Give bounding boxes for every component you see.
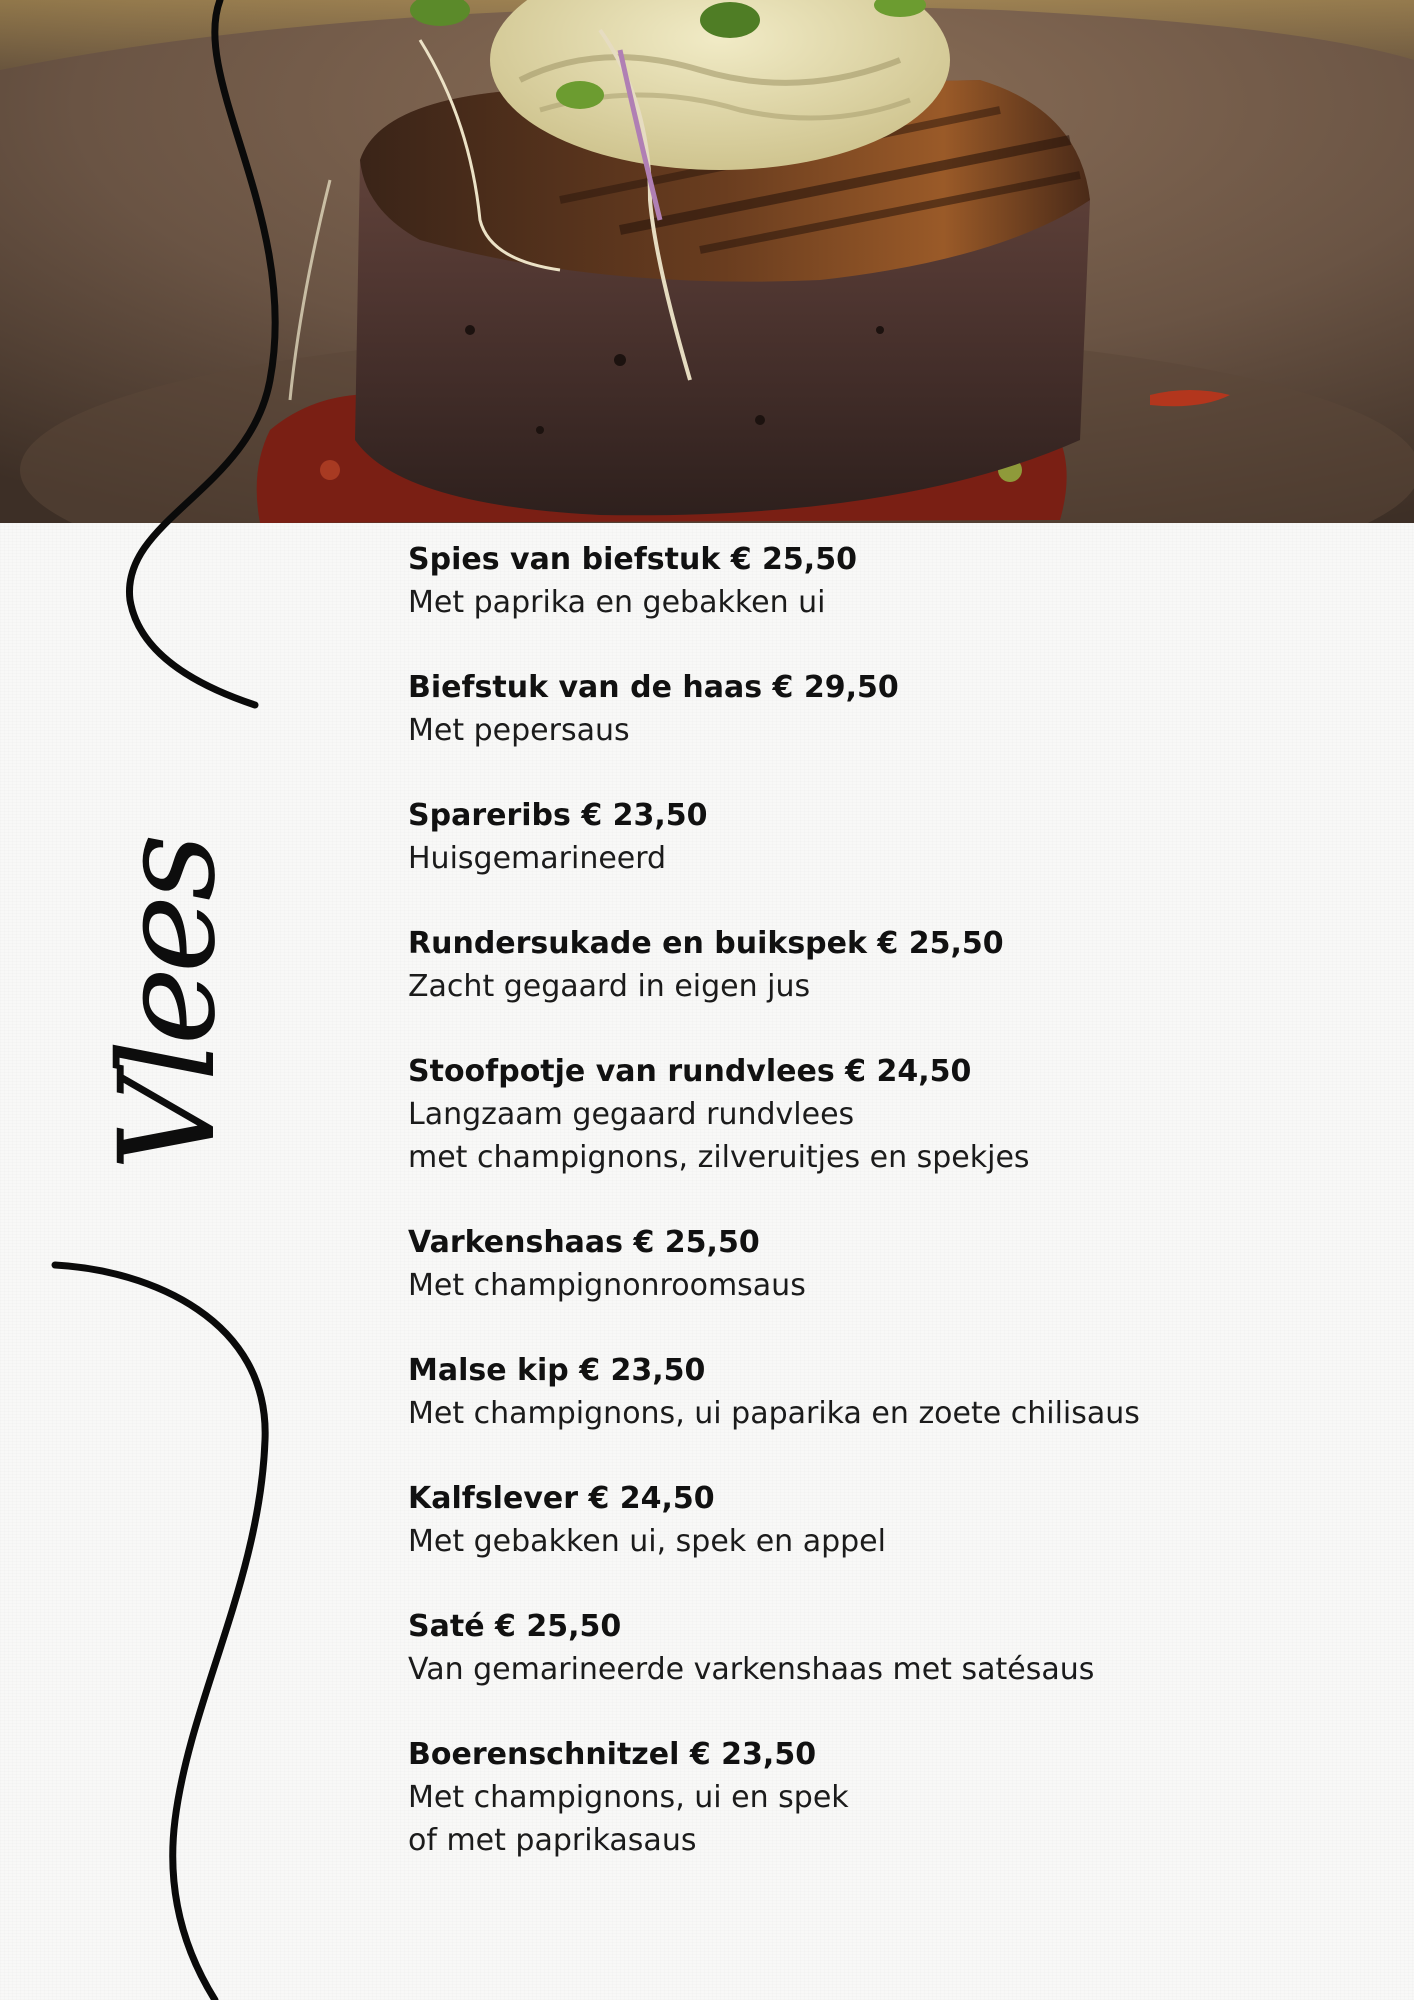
dish-price: € 23,50 [581,798,708,833]
dish-price: € 25,50 [730,542,857,577]
dish-name: Saté [408,1609,485,1644]
menu-item-heading [408,1477,1368,1520]
dish-description: Met champignons, ui paparika en zoete chilisaus [408,1396,1140,1431]
dish-name: Rundersukade en buikspek [408,926,867,961]
dish-name: Kalfslever [408,1481,579,1516]
menu-item-heading [408,1605,1368,1648]
dish-price: € 24,50 [845,1054,972,1089]
steak-photo [0,0,1414,523]
dish-description: Met champignons, ui en spek [408,1780,849,1815]
dish-description: Met pepersaus [408,713,630,748]
dish-description: Met paprika en gebakken ui [408,585,826,620]
menu-item [408,538,1368,624]
dish-description: Huisgemarineerd [408,841,667,876]
dish-description: Langzaam gegaard rundvlees [408,1097,855,1132]
dish-description: met champignons, zilveruitjes en spekjes [408,1140,1030,1175]
dish-price: € 25,50 [633,1225,760,1260]
menu-item-heading [408,538,1368,581]
menu-item [408,1733,1368,1862]
menu-item-heading [408,1050,1368,1093]
menu-item [408,1605,1368,1691]
menu-item-heading [408,1349,1368,1392]
menu-item [408,1050,1368,1179]
dish-description: of met paprikasaus [408,1823,697,1858]
menu-item-heading [408,1733,1368,1776]
menu-list [408,538,1368,1904]
menu-item-heading [408,1221,1368,1264]
dish-name: Biefstuk van de haas [408,670,763,705]
dish-name: Stoofpotje van rundvlees [408,1054,835,1089]
dish-description: Van gemarineerde varkenshaas met satésaus [408,1652,1095,1687]
menu-item-heading [408,922,1368,965]
dish-description: Met champignonroomsaus [408,1268,806,1303]
menu-item [408,1477,1368,1563]
menu-item-heading [408,794,1368,837]
dish-name: Spies van biefstuk [408,542,721,577]
dish-name: Varkenshaas [408,1225,624,1260]
dish-price: € 24,50 [588,1481,715,1516]
dish-price: € 25,50 [495,1609,622,1644]
dish-name: Malse kip [408,1353,569,1388]
section-title: Vlees [91,839,245,1171]
menu-item [408,666,1368,752]
menu-item-heading [408,666,1368,709]
dish-description: Met gebakken ui, spek en appel [408,1524,886,1559]
menu-item [408,794,1368,880]
dish-description: Zacht gegaard in eigen jus [408,969,811,1004]
menu-item [408,922,1368,1008]
dish-price: € 23,50 [689,1737,817,1772]
menu-item [408,1221,1368,1307]
dish-name: Boerenschnitzel [408,1737,680,1772]
dish-price: € 23,50 [579,1353,706,1388]
menu-item [408,1349,1368,1435]
dish-price: € 25,50 [877,926,1004,961]
dish-name: Spareribs [408,798,571,833]
dish-price: € 29,50 [772,670,899,705]
